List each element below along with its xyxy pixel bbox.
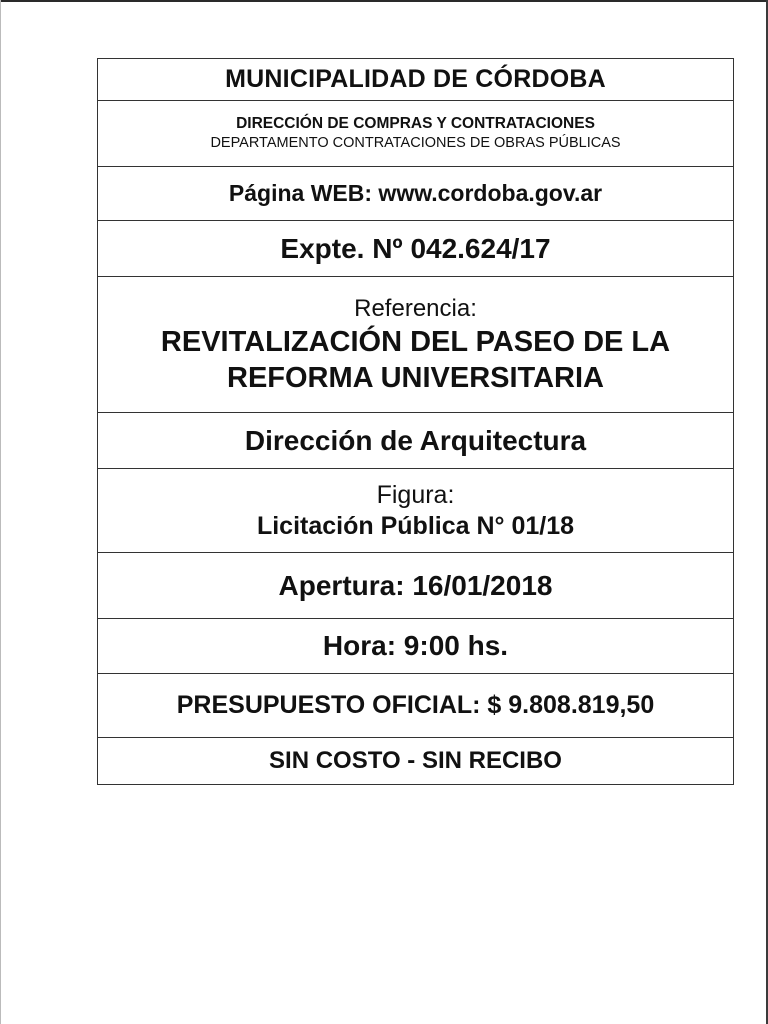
figure-label: Figura:	[376, 480, 455, 509]
website-row	[98, 167, 733, 221]
office-name: Dirección de Arquitectura	[244, 424, 587, 456]
opening-date: Apertura: 16/01/2018	[278, 569, 553, 601]
office-row	[98, 413, 733, 469]
municipality-row	[98, 59, 733, 101]
directorate-row	[98, 101, 733, 167]
department-name: DEPARTAMENTO CONTRATACIONES DE OBRAS PÚBLICAS	[210, 135, 621, 151]
reference-title-line1: REVITALIZACIÓN DEL PASEO DE LA	[160, 325, 671, 358]
opening-time: Hora: 9:00 hs.	[322, 630, 509, 661]
opening-date-row	[98, 553, 733, 619]
cost-notice: SIN COSTO - SIN RECIBO	[269, 747, 562, 774]
scan-edge-left	[0, 0, 1, 1024]
reference-title-line2: REFORMA UNIVERSITARIA	[227, 361, 604, 394]
file-number-row	[98, 221, 733, 277]
tender-cover-sheet	[97, 58, 734, 785]
directorate-name: DIRECCIÓN DE COMPRAS Y CONTRATACIONES	[236, 115, 595, 132]
cost-row	[98, 738, 733, 784]
municipality-title: MUNICIPALIDAD DE CÓRDOBA	[225, 65, 606, 93]
figure-row	[98, 469, 733, 553]
budget-row	[98, 674, 733, 738]
website-label: Página WEB: www.cordoba.gov.ar	[228, 180, 603, 206]
reference-label: Referencia:	[354, 294, 477, 322]
official-budget: PRESUPUESTO OFICIAL: $ 9.808.819,50	[176, 691, 655, 719]
scan-edge-top	[0, 0, 768, 2]
figure-value: Licitación Pública N° 01/18	[256, 511, 575, 540]
file-number: Expte. Nº 042.624/17	[280, 232, 551, 264]
reference-row	[98, 277, 733, 413]
opening-time-row	[98, 619, 733, 674]
